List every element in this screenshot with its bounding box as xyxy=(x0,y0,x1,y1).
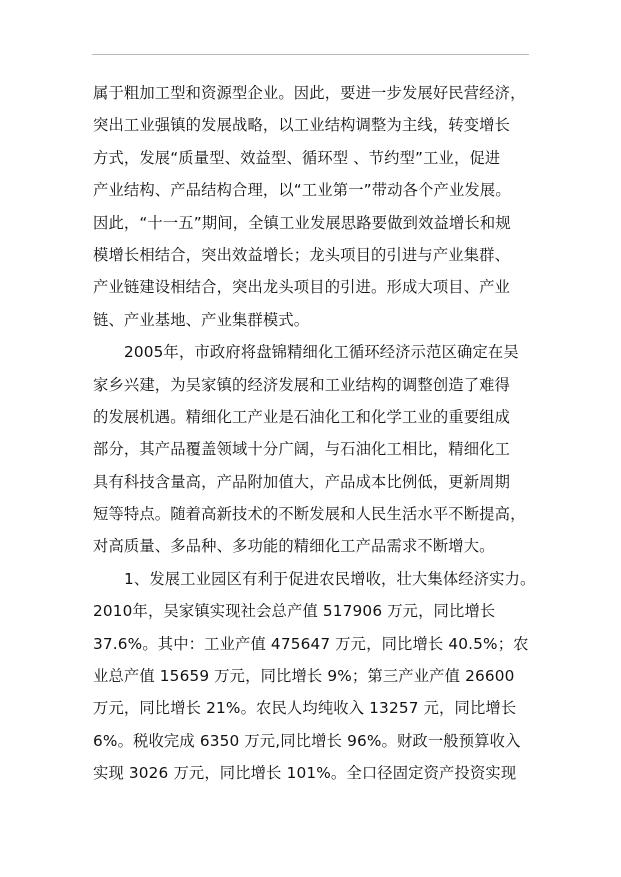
text-line: 模增长相结合，突出效益增长；龙头项目的引进与产业集群、 xyxy=(93,245,511,264)
text-line: 部分，其产品覆盖领域十分广阔，与石油化工相比，精细化工 xyxy=(93,440,511,459)
text-line: 家乡兴建，为吴家镇的经济发展和工业结构的调整创造了难得 xyxy=(93,375,511,394)
text-line: 突出工业强镇的发展战略，以工业结构调整为主线，转变增长 xyxy=(93,116,511,135)
text-line: 2010年，吴家镇实现社会总产值 517906 万元，同比增长 xyxy=(93,602,496,621)
text-line: 37.6%。其中：工业产值 475647 万元，同比增长 40.5%；农 xyxy=(93,634,529,653)
text-line: 6%。税收完成 6350 万元,同比增长 96%。财政一般预算收入 xyxy=(93,731,521,750)
text-line: 对高质量、多品种、多功能的精细化工产品需求不断增大。 xyxy=(93,537,495,556)
text-line: 业总产值 15659 万元，同比增长 9%；第三产业产值 26600 xyxy=(93,667,515,686)
text-line: 产业结构、产品结构合理，以“工业第一”带动各个产业发展。 xyxy=(93,181,511,200)
paragraph-first-line: 1、发展工业园区有利于促进农民增收，壮大集体经济实力。 xyxy=(124,569,536,588)
text-line: 具有科技含量高，产品附加值大，产品成本比例低，更新周期 xyxy=(93,472,511,491)
header-rule xyxy=(92,54,529,55)
text-line: 产业链建设相结合，突出龙头项目的引进。形成大项目、产业 xyxy=(93,278,511,297)
text-line: 方式，发展“质量型、效益型、循环型 、节约型”工业，促进 xyxy=(93,148,501,167)
paragraph-first-line: 2005年，市政府将盘锦精细化工循环经济示范区确定在吴 xyxy=(124,343,519,362)
text-line: 短等特点。随着高新技术的不断发展和人民生活水平不断提高， xyxy=(93,505,526,524)
text-line: 的发展机遇。精细化工产业是石油化工和化学工业的重要组成 xyxy=(93,407,511,426)
text-line: 因此，“十一五”期间，全镇工业发展思路要做到效益增长和规 xyxy=(93,213,511,232)
text-line: 链、产业基地、产业集群模式。 xyxy=(93,310,310,329)
document-body xyxy=(93,77,536,790)
text-line: 万元，同比增长 21%。农民人均纯收入 13257 元，同比增长 xyxy=(93,699,517,718)
text-line: 属于粗加工型和资源型企业。因此，要进一步发展好民营经济， xyxy=(93,84,526,102)
text-line: 实现 3026 万元，同比增长 101%。全口径固定资产投资实现 xyxy=(93,764,517,783)
